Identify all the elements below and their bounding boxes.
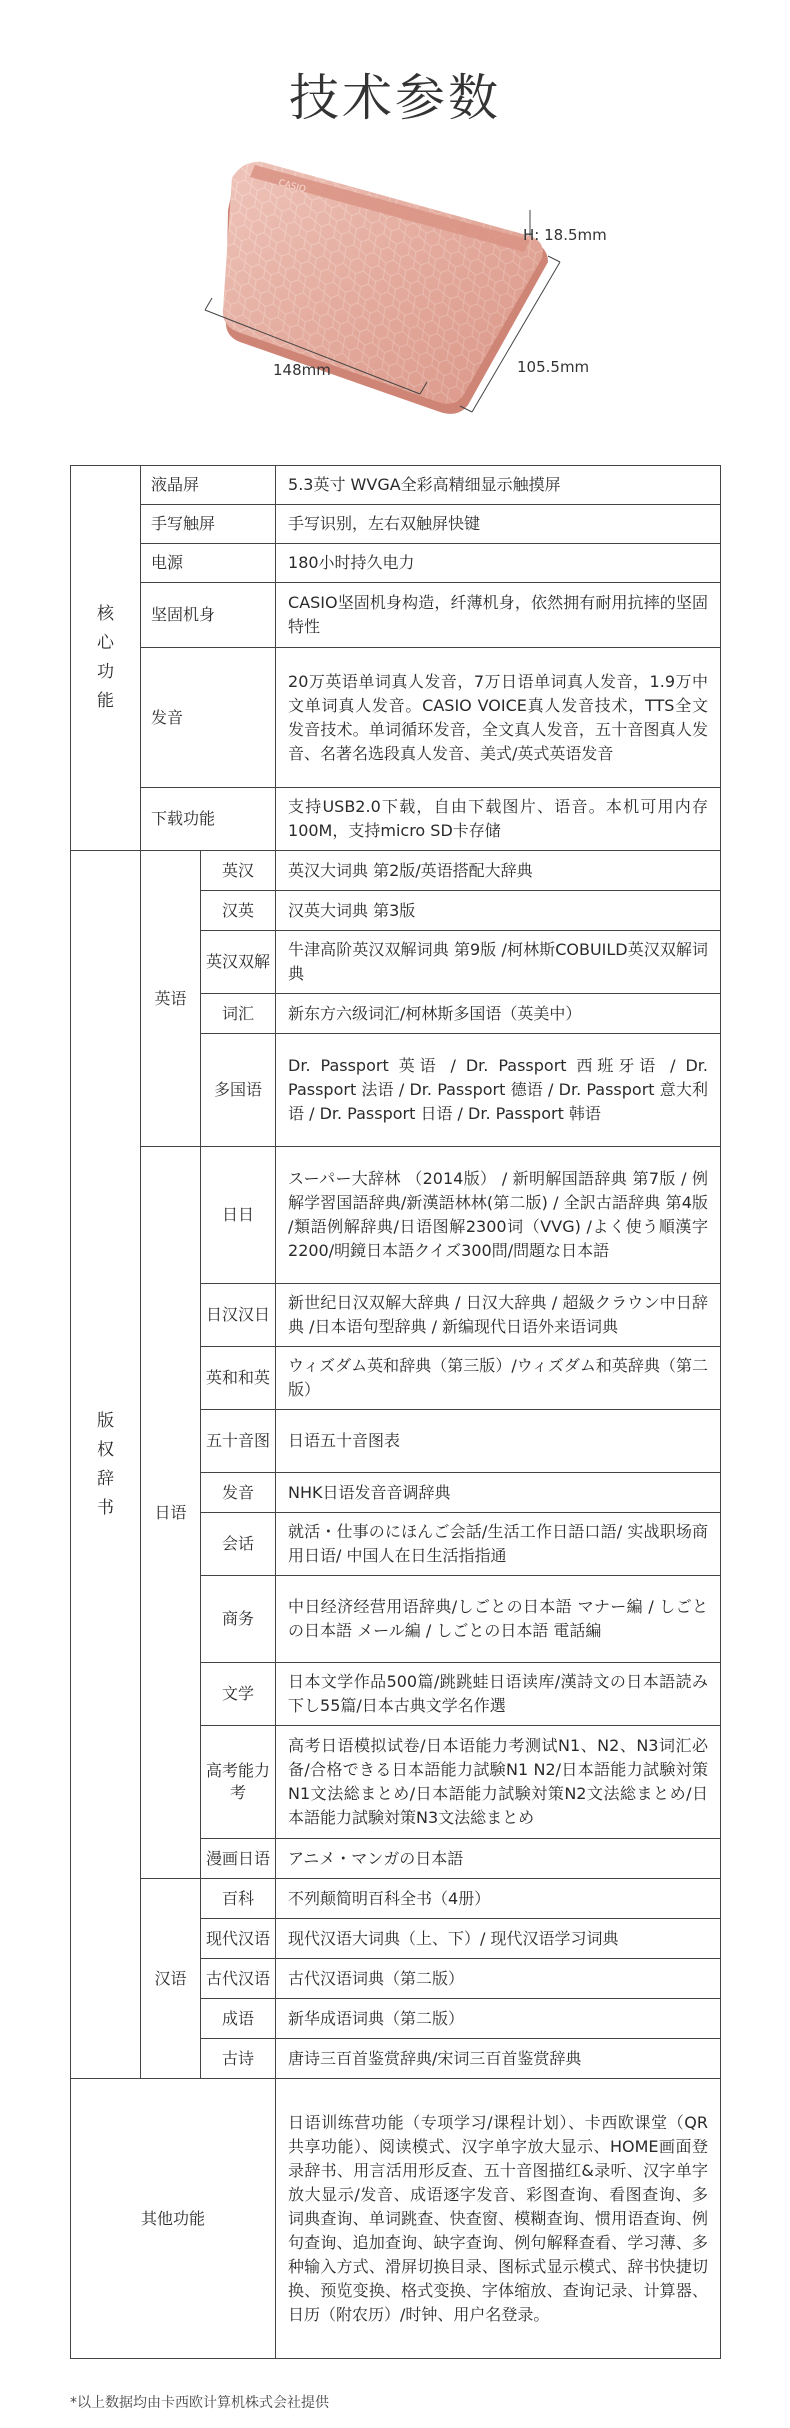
row-label: 手写触屏 (141, 505, 276, 544)
row-value: 新世纪日汉双解大辞典 / 日汉大辞典 / 超級クラウン中日辞典 /日本语句型辞典 / 新编现代日语外来语词典 (276, 1284, 721, 1347)
row-label: 液晶屏 (141, 466, 276, 505)
table-row (71, 583, 721, 648)
subgroup-english: 英语 (141, 851, 201, 1147)
row-label: 会话 (201, 1513, 276, 1576)
footnote: *以上数据均由卡西欧计算机株式会社提供 (70, 2395, 329, 2411)
subgroup-japanese: 日语 (141, 1147, 201, 1879)
row-value: 支持USB2.0下载，自由下载图片、语音。本机可用内存100M，支持micro SD卡存储 (276, 788, 721, 851)
dim-label-height: H: 18.5mm (523, 226, 607, 244)
row-label: 日汉汉日 (201, 1284, 276, 1347)
row-label: 多国语 (201, 1034, 276, 1147)
row-value: 手写识别，左右双触屏快键 (276, 505, 721, 544)
table-row (71, 1879, 721, 1919)
table-row (71, 851, 721, 891)
row-value: 现代汉语大词典（上、下）/ 现代汉语学习词典 (276, 1919, 721, 1959)
table-row (71, 1147, 721, 1284)
other-label: 其他功能 (71, 2079, 276, 2359)
row-label: 英汉 (201, 851, 276, 891)
row-value: CASIO坚固机身构造，纤薄机身，依然拥有耐用抗摔的坚固特性 (276, 583, 721, 648)
row-label: 古代汉语 (201, 1959, 276, 1999)
row-label: 发音 (201, 1473, 276, 1513)
row-value: スーパー大辞林 （2014版） / 新明解国語辞典 第7版 / 例解学習国語辞典/新漢語林林(第二版) / 全訳古語辞典 第4版 /類語例解辞典/日语图解2300词（VVG) /よく使う順漢字2200/明鏡日本語クイズ300問/問題な日本語 (276, 1147, 721, 1284)
table-row (71, 466, 721, 505)
device-brand-logo: CASIO (277, 178, 307, 196)
row-label: 古诗 (201, 2039, 276, 2079)
row-label: 日日 (201, 1147, 276, 1284)
row-label: 高考能力考 (201, 1726, 276, 1839)
dim-label-depth: 105.5mm (517, 358, 590, 376)
table-row (71, 648, 721, 788)
row-value: 5.3英寸 WVGA全彩高精细显示触摸屏 (276, 466, 721, 505)
subgroup-chinese: 汉语 (141, 1879, 201, 2079)
table-row (71, 788, 721, 851)
page-title: 技术参数 (289, 69, 501, 127)
row-label: 英汉双解 (201, 931, 276, 994)
row-value: NHK日语发音音调辞典 (276, 1473, 721, 1513)
row-label: 英和和英 (201, 1347, 276, 1410)
row-value: 汉英大词典 第3版 (276, 891, 721, 931)
row-value: 中日经济经营用语辞典/しごとの日本語 マナー編 / しごとの日本語 メール編 / しごとの日本語 電話編 (276, 1576, 721, 1663)
row-value: 不列颠简明百科全书（4册） (276, 1879, 721, 1919)
spec-table (70, 465, 721, 2359)
row-label: 发音 (141, 648, 276, 788)
table-row (71, 544, 721, 583)
row-value: 唐诗三百首鉴赏辞典/宋词三百首鉴赏辞典 (276, 2039, 721, 2079)
row-label: 电源 (141, 544, 276, 583)
row-value: 就活・仕事のにほんご会話/生活工作日語口語/ 实战职场商用日语/ 中国人在日生活指指通 (276, 1513, 721, 1576)
device-illustration (0, 150, 790, 440)
group-core: 核心功能 (71, 466, 141, 851)
row-value: 20万英语单词真人发音，7万日语单词真人发音，1.9万中文单词真人发音。CASIO VOICE真人发音技术，TTS全文发音技术。单词循环发音，全文真人发音，五十音图真人发音、名著名选段真人发音、美式/英式英语发音 (276, 648, 721, 788)
row-label: 成语 (201, 1999, 276, 2039)
other-value: 日语训练营功能（专项学习/课程计划）、卡西欧课堂（QR共享功能）、阅读模式、汉字单字放大显示、HOME画面登录辞书、用言活用形反查、五十音图描红&录听、汉字单字放大显示/发音、成语逐字发音、彩图查询、看图查询、多词典查询、单词跳查、快查窗、模糊查询、惯用语查询、例句查询、追加查询、缺字查询、例句解释查看、学习薄、多种输入方式、滑屏切换目录、图标式显示模式、辞书快捷切换、预览变换、格式变换、字体缩放、查询记录、计算器、日历（附农历）/时钟、用户名登录。 (276, 2079, 721, 2359)
group-dict: 版权辞书 (71, 851, 141, 2079)
table-row (71, 505, 721, 544)
row-value: 高考日语模拟试卷/日本语能力考测试N1、N2、N3词汇必备/合格できる日本語能力試験N1 N2/日本語能力試験対策N1文法総まとめ/日本語能力試験対策N2文法総まとめ/日本語能力試験対策N3文法総まとめ (276, 1726, 721, 1839)
row-value: Dr. Passport 英语 / Dr. Passport 西班牙语 / Dr. Passport 法语 / Dr. Passport 德语 / Dr. Passport 意大利语 / Dr. Passport 日语 / Dr. Passport 韩语 (276, 1034, 721, 1147)
row-value: ウィズダム英和辞典（第三版）/ウィズダム和英辞典（第二版） (276, 1347, 721, 1410)
row-value: 新华成语词典（第二版） (276, 1999, 721, 2039)
row-value: 日本文学作品500篇/跳跳蛙日语读库/漢詩文の日本語読み下し55篇/日本古典文学名作選 (276, 1663, 721, 1726)
row-label: 文学 (201, 1663, 276, 1726)
row-label: 五十音图 (201, 1410, 276, 1473)
row-value: 新东方六级词汇/柯林斯多国语（英美中） (276, 994, 721, 1034)
row-value: 牛津高阶英汉双解词典 第9版 /柯林斯COBUILD英汉双解词典 (276, 931, 721, 994)
dim-label-width: 148mm (273, 361, 331, 379)
product-figure (0, 150, 790, 440)
row-label: 汉英 (201, 891, 276, 931)
table-row (71, 2079, 721, 2359)
row-label: 词汇 (201, 994, 276, 1034)
row-label: 漫画日语 (201, 1839, 276, 1879)
row-label: 下载功能 (141, 788, 276, 851)
row-label: 商务 (201, 1576, 276, 1663)
row-label: 现代汉语 (201, 1919, 276, 1959)
row-value: 英汉大词典 第2版/英语搭配大辞典 (276, 851, 721, 891)
row-value: 180小时持久电力 (276, 544, 721, 583)
row-value: 日语五十音图表 (276, 1410, 721, 1473)
row-value: アニメ・マンガの日本語 (276, 1839, 721, 1879)
row-label: 百科 (201, 1879, 276, 1919)
row-value: 古代汉语词典（第二版） (276, 1959, 721, 1999)
row-label: 坚固机身 (141, 583, 276, 648)
